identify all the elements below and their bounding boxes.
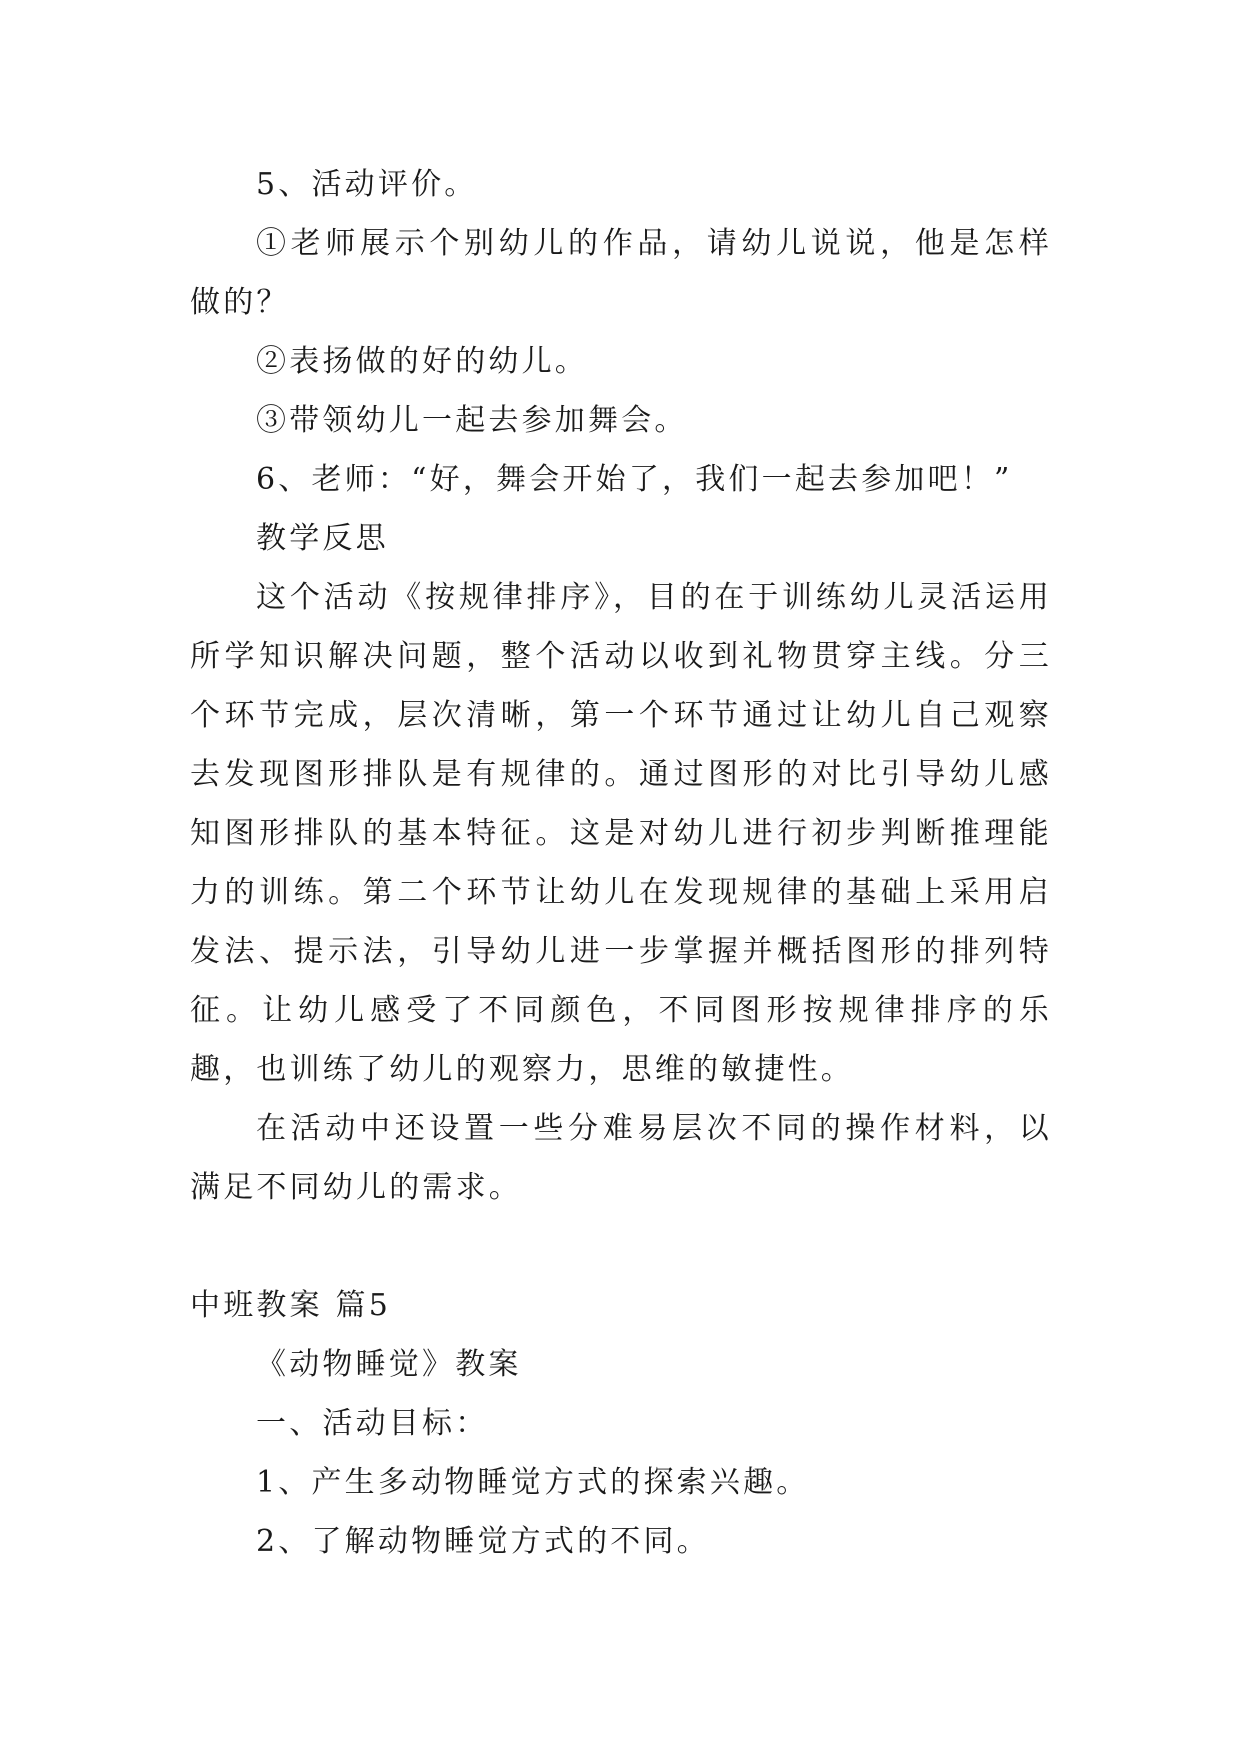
paragraph-reflection-materials: 在活动中还设置一些分难易层次不同的操作材料，以满足不同幼儿的需求。 (190, 1111, 1052, 1205)
document-page (190, 155, 1052, 1571)
goal-item-2: 2、了解动物睡觉方式的不同。 (256, 1524, 710, 1559)
paragraph-activity-evaluation: 5、活动评价。 (256, 167, 478, 202)
paragraph-lead-to-dance: ③带领幼儿一起去参加舞会。 (256, 403, 688, 438)
paragraph-praise-children: ②表扬做的好的幼儿。 (256, 344, 588, 379)
section-gap (190, 1217, 1052, 1276)
section-heading: 中班教案 篇5 (190, 1288, 392, 1323)
paragraph-teacher-shows-work: ①老师展示个别幼儿的作品，请幼儿说说，他是怎样做的？ (190, 226, 1052, 320)
paragraph-reflection-body: 这个活动《按规律排序》，目的在于训练幼儿灵活运用所学知识解决问题，整个活动以收到礼物贯穿主线。分三个环节完成，层次清晰，第一个环节通过让幼儿自己观察去发现图形排队是有规律的。通过图形的对比引导幼儿感知图形排队的基本特征。这是对幼儿进行初步判断推理能力的训练。第二个环节让幼儿在发现规律的基础上采用启发法、提示法，引导幼儿进一步掌握并概括图形的排列特征。让幼儿感受了不同颜色，不同图形按规律排序的乐趣，也训练了幼儿的观察力，思维的敏捷性。 (190, 580, 1052, 1087)
lesson-title: 《动物睡觉》教案 (256, 1347, 522, 1382)
heading-activity-goals: 一、活动目标： (256, 1406, 489, 1441)
paragraph-teacher-quote: 6、老师：“好，舞会开始了，我们一起去参加吧！” (256, 462, 1013, 497)
goal-item-1: 1、产生多动物睡觉方式的探索兴趣。 (256, 1465, 810, 1500)
heading-teaching-reflection: 教学反思 (256, 521, 389, 556)
